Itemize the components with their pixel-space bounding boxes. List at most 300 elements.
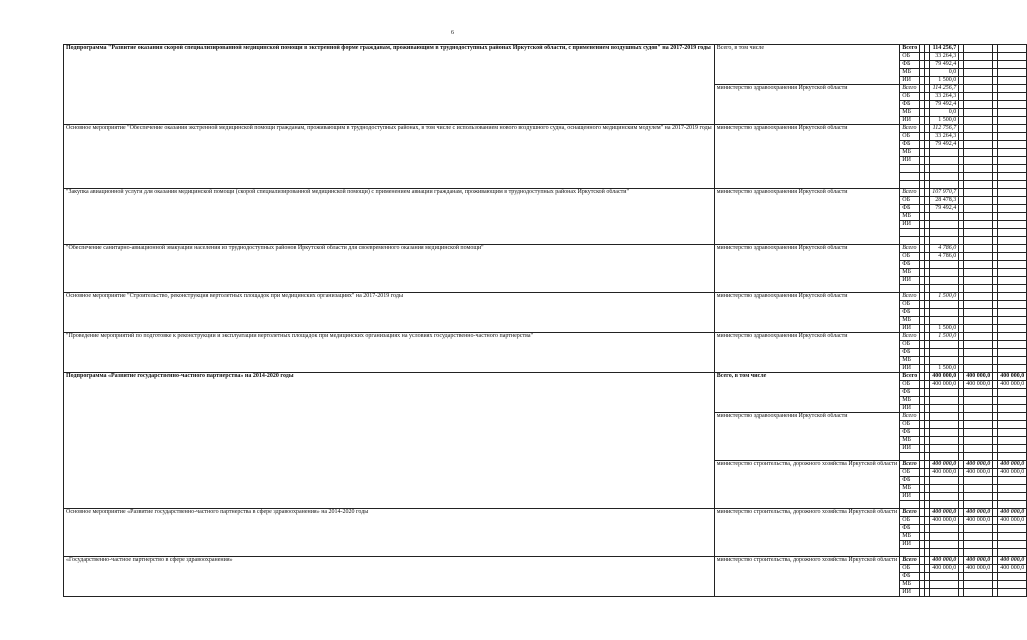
executor-cell: министерство строительства, дорожного хозяйства Иркутской области xyxy=(714,557,900,597)
amount-cell xyxy=(998,405,1027,413)
amount-cell xyxy=(998,69,1027,77)
executor-cell: министерство здравоохранения Иркутской области xyxy=(714,245,900,293)
funding-source-cell: ИИ xyxy=(900,365,920,373)
funding-source-cell: МБ xyxy=(900,149,920,157)
amount-cell: 400 000,0 xyxy=(964,469,993,477)
amount-cell: 107 970,7 xyxy=(930,189,959,197)
amount-cell xyxy=(998,325,1027,333)
executor-cell: министерство здравоохранения Иркутской области xyxy=(714,125,900,189)
program-name-cell: Подпрограмма "Развитие оказания скорой специализированной медицинской помощи в экстренной форме гражданам, проживающим в труднодоступных районах Иркутской области, с применением воздушных судов" на 2017-2019 годы xyxy=(64,45,715,125)
funding-source-cell: ИИ xyxy=(900,221,920,229)
amount-cell xyxy=(964,93,993,101)
funding-source-cell: МБ xyxy=(900,213,920,221)
amount-cell xyxy=(964,301,993,309)
amount-cell xyxy=(964,541,993,549)
funding-source-cell: ФБ xyxy=(900,429,920,437)
amount-cell xyxy=(998,85,1027,93)
executor-cell: министерство здравоохранения Иркутской области xyxy=(714,189,900,245)
amount-cell xyxy=(964,197,993,205)
amount-cell xyxy=(998,389,1027,397)
table-row xyxy=(64,245,1027,253)
funding-source-cell: ИИ xyxy=(900,277,920,285)
amount-cell xyxy=(964,85,993,93)
amount-cell xyxy=(930,501,959,509)
funding-source-cell: ФБ xyxy=(900,101,920,109)
amount-cell xyxy=(964,317,993,325)
amount-cell xyxy=(930,229,959,237)
amount-cell xyxy=(930,149,959,157)
amount-cell xyxy=(964,109,993,117)
funding-source-cell: Всего xyxy=(900,245,920,253)
funding-source-cell: ОБ xyxy=(900,253,920,261)
amount-cell xyxy=(998,349,1027,357)
funding-source-cell xyxy=(900,173,920,181)
amount-cell xyxy=(930,173,959,181)
amount-cell xyxy=(998,477,1027,485)
amount-cell: 400 000,0 xyxy=(998,381,1027,389)
amount-cell xyxy=(964,589,993,597)
amount-cell: 400 000,0 xyxy=(998,373,1027,381)
executor-cell: министерство здравоохранения Иркутской области xyxy=(714,413,900,461)
amount-cell xyxy=(930,405,959,413)
amount-cell: 114 256,7 xyxy=(930,85,959,93)
program-name-cell: Подпрограмма «Развитие государственно-частного партнерства» на 2014-2020 годы xyxy=(64,373,715,509)
amount-cell xyxy=(964,525,993,533)
amount-cell xyxy=(998,221,1027,229)
amount-cell xyxy=(964,245,993,253)
amount-cell xyxy=(930,349,959,357)
amount-cell: 112 756,7 xyxy=(930,125,959,133)
amount-cell xyxy=(964,405,993,413)
amount-cell xyxy=(964,549,993,557)
table-row xyxy=(64,557,1027,565)
amount-cell xyxy=(998,245,1027,253)
executor-cell: министерство здравоохранения Иркутской области xyxy=(714,293,900,333)
program-name-cell: "Проведение мероприятий по подготовке к реконструкции и эксплуатации вертолетных площадок при медицинских организациях на условиях государственно-частного партнерства" xyxy=(64,333,715,373)
amount-cell xyxy=(930,397,959,405)
amount-cell: 400 000,0 xyxy=(930,373,959,381)
amount-cell: 400 000,0 xyxy=(930,469,959,477)
amount-cell: 1 500,0 xyxy=(930,77,959,85)
amount-cell xyxy=(998,397,1027,405)
amount-cell xyxy=(930,429,959,437)
amount-cell xyxy=(964,45,993,53)
amount-cell xyxy=(964,165,993,173)
amount-cell xyxy=(964,573,993,581)
amount-cell xyxy=(998,109,1027,117)
amount-cell: 400 000,0 xyxy=(964,557,993,565)
amount-cell: 400 000,0 xyxy=(930,557,959,565)
funding-source-cell: Всего xyxy=(900,413,920,421)
funding-source-cell xyxy=(900,181,920,189)
amount-cell xyxy=(964,485,993,493)
amount-cell xyxy=(998,133,1027,141)
amount-cell xyxy=(998,581,1027,589)
amount-cell xyxy=(964,333,993,341)
amount-cell xyxy=(930,549,959,557)
amount-cell xyxy=(964,493,993,501)
funding-source-cell xyxy=(900,229,920,237)
amount-cell xyxy=(964,237,993,245)
funding-source-cell: ИИ xyxy=(900,77,920,85)
amount-cell xyxy=(930,445,959,453)
amount-cell xyxy=(964,213,993,221)
funding-source-cell: ИИ xyxy=(900,445,920,453)
amount-cell xyxy=(998,293,1027,301)
funding-source-cell: МБ xyxy=(900,397,920,405)
amount-cell xyxy=(998,45,1027,53)
funding-source-cell xyxy=(900,549,920,557)
amount-cell xyxy=(998,437,1027,445)
executor-cell: министерство здравоохранения Иркутской области xyxy=(714,85,900,125)
funding-source-cell: Всего xyxy=(900,45,920,53)
table-row xyxy=(64,509,1027,517)
funding-source-cell: МБ xyxy=(900,317,920,325)
funding-source-cell: ФБ xyxy=(900,525,920,533)
program-name-cell: «Государственно-частное партнерство в сфере здравоохранения» xyxy=(64,557,715,597)
amount-cell xyxy=(964,125,993,133)
amount-cell xyxy=(930,285,959,293)
funding-source-cell xyxy=(900,285,920,293)
amount-cell xyxy=(964,61,993,69)
executor-cell: Всего, в том числе xyxy=(714,45,900,85)
amount-cell xyxy=(998,421,1027,429)
funding-source-cell: Всего xyxy=(900,85,920,93)
amount-cell xyxy=(964,149,993,157)
amount-cell xyxy=(998,365,1027,373)
amount-cell: 4 786,0 xyxy=(930,253,959,261)
page-number: 6 xyxy=(451,30,454,36)
executor-cell: министерство строительства, дорожного хозяйства Иркутской области xyxy=(714,509,900,557)
amount-cell: 1 500,0 xyxy=(930,325,959,333)
amount-cell: 400 000,0 xyxy=(998,509,1027,517)
amount-cell xyxy=(964,133,993,141)
amount-cell: 400 000,0 xyxy=(998,565,1027,573)
amount-cell xyxy=(998,333,1027,341)
amount-cell xyxy=(964,205,993,213)
amount-cell xyxy=(930,413,959,421)
amount-cell xyxy=(964,341,993,349)
funding-source-cell: ФБ xyxy=(900,477,920,485)
amount-cell: 400 000,0 xyxy=(964,373,993,381)
amount-cell: 400 000,0 xyxy=(998,517,1027,525)
funding-source-cell: МБ xyxy=(900,581,920,589)
funding-source-cell: ФБ xyxy=(900,261,920,269)
amount-cell: 400 000,0 xyxy=(930,517,959,525)
funding-source-cell: Всего xyxy=(900,333,920,341)
amount-cell xyxy=(998,501,1027,509)
funding-source-cell: МБ xyxy=(900,269,920,277)
funding-source-cell: ИИ xyxy=(900,541,920,549)
amount-cell xyxy=(998,53,1027,61)
amount-cell xyxy=(930,269,959,277)
amount-cell xyxy=(998,237,1027,245)
amount-cell xyxy=(964,189,993,197)
amount-cell xyxy=(930,389,959,397)
amount-cell: 400 000,0 xyxy=(964,565,993,573)
amount-cell xyxy=(964,285,993,293)
amount-cell xyxy=(998,533,1027,541)
amount-cell xyxy=(930,213,959,221)
amount-cell xyxy=(998,205,1027,213)
amount-cell: 400 000,0 xyxy=(930,461,959,469)
amount-cell xyxy=(998,149,1027,157)
amount-cell: 33 264,3 xyxy=(930,53,959,61)
amount-cell xyxy=(930,237,959,245)
amount-cell xyxy=(964,277,993,285)
budget-table xyxy=(63,44,1027,597)
funding-source-cell xyxy=(900,453,920,461)
amount-cell xyxy=(964,397,993,405)
amount-cell xyxy=(964,253,993,261)
amount-cell xyxy=(998,317,1027,325)
amount-cell xyxy=(964,229,993,237)
funding-source-cell: Всего xyxy=(900,189,920,197)
funding-source-cell xyxy=(900,237,920,245)
amount-cell: 114 256,7 xyxy=(930,45,959,53)
amount-cell xyxy=(998,181,1027,189)
amount-cell xyxy=(964,181,993,189)
table-row xyxy=(64,189,1027,197)
amount-cell: 400 000,0 xyxy=(964,517,993,525)
amount-cell xyxy=(930,437,959,445)
amount-cell xyxy=(964,269,993,277)
funding-source-cell: Всего xyxy=(900,509,920,517)
amount-cell xyxy=(930,477,959,485)
funding-source-cell: МБ xyxy=(900,437,920,445)
amount-cell xyxy=(998,301,1027,309)
funding-source-cell: ОБ xyxy=(900,469,920,477)
amount-cell: 0,0 xyxy=(930,109,959,117)
amount-cell xyxy=(964,69,993,77)
amount-cell: 1 500,0 xyxy=(930,293,959,301)
amount-cell xyxy=(964,445,993,453)
amount-cell xyxy=(930,493,959,501)
table-row xyxy=(64,45,1027,53)
funding-source-cell: ФБ xyxy=(900,141,920,149)
amount-cell xyxy=(930,581,959,589)
amount-cell xyxy=(964,325,993,333)
amount-cell xyxy=(998,573,1027,581)
amount-cell xyxy=(964,293,993,301)
amount-cell xyxy=(964,157,993,165)
funding-source-cell: ФБ xyxy=(900,61,920,69)
amount-cell xyxy=(998,445,1027,453)
funding-source-cell: ОБ xyxy=(900,301,920,309)
amount-cell xyxy=(998,493,1027,501)
amount-cell xyxy=(930,221,959,229)
program-name-cell: "Обеспечение санитарно-авиационной эвакуации населения из труднодоступных районов Иркутской области для своевременного оказания медицинской помощи" xyxy=(64,245,715,293)
amount-cell xyxy=(964,53,993,61)
funding-source-cell: ИИ xyxy=(900,117,920,125)
amount-cell: 1 500,0 xyxy=(930,117,959,125)
amount-cell xyxy=(998,589,1027,597)
funding-source-cell: ИИ xyxy=(900,589,920,597)
amount-cell xyxy=(964,477,993,485)
amount-cell xyxy=(964,501,993,509)
amount-cell xyxy=(964,413,993,421)
executor-cell: Всего, в том числе xyxy=(714,373,900,413)
funding-source-cell: Всего xyxy=(900,293,920,301)
funding-source-cell: ОБ xyxy=(900,517,920,525)
amount-cell xyxy=(998,429,1027,437)
amount-cell xyxy=(998,77,1027,85)
amount-cell: 1 500,0 xyxy=(930,365,959,373)
amount-cell xyxy=(964,221,993,229)
table-row xyxy=(64,373,1027,381)
funding-source-cell: ИИ xyxy=(900,493,920,501)
funding-source-cell: ИИ xyxy=(900,405,920,413)
funding-source-cell xyxy=(900,165,920,173)
executor-cell: министерство строительства, дорожного хозяйства Иркутской области xyxy=(714,461,900,509)
amount-cell: 400 000,0 xyxy=(964,509,993,517)
amount-cell xyxy=(964,357,993,365)
amount-cell xyxy=(998,93,1027,101)
amount-cell xyxy=(998,165,1027,173)
amount-cell: 400 000,0 xyxy=(930,509,959,517)
funding-source-cell: МБ xyxy=(900,69,920,77)
amount-cell xyxy=(998,541,1027,549)
funding-source-cell: МБ xyxy=(900,109,920,117)
amount-cell xyxy=(930,277,959,285)
amount-cell: 79 492,4 xyxy=(930,61,959,69)
amount-cell xyxy=(998,189,1027,197)
program-name-cell: "Закупка авиационной услуги для оказания медицинской помощи (скорой специализированной медицинской помощи) с применением авиации гражданам, проживающим в труднодоступных районах Иркутской области" xyxy=(64,189,715,245)
amount-cell xyxy=(964,117,993,125)
amount-cell xyxy=(930,453,959,461)
amount-cell xyxy=(964,421,993,429)
funding-source-cell: Всего xyxy=(900,461,920,469)
funding-source-cell: ФБ xyxy=(900,309,920,317)
funding-source-cell: ОБ xyxy=(900,565,920,573)
amount-cell xyxy=(930,341,959,349)
amount-cell: 33 264,3 xyxy=(930,133,959,141)
amount-cell xyxy=(964,581,993,589)
amount-cell: 4 786,0 xyxy=(930,245,959,253)
funding-source-cell: МБ xyxy=(900,357,920,365)
amount-cell xyxy=(998,357,1027,365)
amount-cell: 0,0 xyxy=(930,69,959,77)
funding-source-cell xyxy=(900,501,920,509)
funding-source-cell: ИИ xyxy=(900,157,920,165)
amount-cell xyxy=(964,389,993,397)
funding-source-cell: МБ xyxy=(900,533,920,541)
amount-cell xyxy=(930,181,959,189)
amount-cell xyxy=(998,269,1027,277)
amount-cell xyxy=(930,485,959,493)
amount-cell: 1 500,0 xyxy=(930,333,959,341)
amount-cell xyxy=(964,533,993,541)
program-name-cell: Основное мероприятие "Строительство, реконструкция вертолетных площадок при медицинских организациях" на 2017-2019 годы xyxy=(64,293,715,333)
funding-source-cell: ОБ xyxy=(900,421,920,429)
amount-cell xyxy=(998,485,1027,493)
amount-cell xyxy=(930,357,959,365)
amount-cell xyxy=(964,437,993,445)
amount-cell: 28 478,3 xyxy=(930,197,959,205)
amount-cell xyxy=(998,253,1027,261)
amount-cell xyxy=(930,573,959,581)
funding-source-cell: ИИ xyxy=(900,325,920,333)
amount-cell xyxy=(998,157,1027,165)
funding-source-cell: ФБ xyxy=(900,205,920,213)
funding-source-cell: ОБ xyxy=(900,53,920,61)
amount-cell: 400 000,0 xyxy=(998,469,1027,477)
amount-cell xyxy=(964,173,993,181)
amount-cell: 79 492,4 xyxy=(930,141,959,149)
amount-cell xyxy=(964,141,993,149)
amount-cell: 400 000,0 xyxy=(998,461,1027,469)
amount-cell xyxy=(930,317,959,325)
amount-cell xyxy=(930,157,959,165)
table-row xyxy=(64,125,1027,133)
amount-cell xyxy=(998,453,1027,461)
amount-cell xyxy=(998,229,1027,237)
amount-cell: 400 000,0 xyxy=(964,461,993,469)
budget-table-body xyxy=(64,45,1027,597)
amount-cell xyxy=(998,101,1027,109)
amount-cell xyxy=(930,541,959,549)
funding-source-cell: ФБ xyxy=(900,573,920,581)
funding-source-cell: ОБ xyxy=(900,93,920,101)
funding-source-cell: ОБ xyxy=(900,197,920,205)
amount-cell xyxy=(964,77,993,85)
program-name-cell: Основное мероприятие «Развитие государственно-частного партнерства в сфере здравоохранения» на 2014-2020 годы xyxy=(64,509,715,557)
amount-cell xyxy=(998,141,1027,149)
amount-cell xyxy=(964,429,993,437)
amount-cell: 33 264,3 xyxy=(930,93,959,101)
amount-cell xyxy=(998,197,1027,205)
funding-source-cell: ОБ xyxy=(900,133,920,141)
funding-source-cell: ОБ xyxy=(900,341,920,349)
amount-cell xyxy=(998,61,1027,69)
amount-cell xyxy=(930,589,959,597)
amount-cell: 400 000,0 xyxy=(964,381,993,389)
amount-cell xyxy=(964,453,993,461)
funding-source-cell: ФБ xyxy=(900,389,920,397)
amount-cell xyxy=(930,261,959,269)
amount-cell xyxy=(964,365,993,373)
amount-cell: 79 492,4 xyxy=(930,101,959,109)
amount-cell: 400 000,0 xyxy=(998,557,1027,565)
executor-cell: министерство здравоохранения Иркутской области xyxy=(714,333,900,373)
funding-source-cell: Всего xyxy=(900,557,920,565)
amount-cell: 400 000,0 xyxy=(930,565,959,573)
program-name-cell: Основное мероприятие "Обеспечение оказания экстренной медицинской помощи гражданам, проживающим в труднодоступных районах, в том числе с использованием нового воздушного судна, оснащенного медицинским модулем" на 2017-2019 годы xyxy=(64,125,715,189)
amount-cell: 400 000,0 xyxy=(930,381,959,389)
funding-source-cell: МБ xyxy=(900,485,920,493)
amount-cell xyxy=(998,549,1027,557)
amount-cell xyxy=(998,341,1027,349)
amount-cell xyxy=(998,309,1027,317)
amount-cell xyxy=(998,117,1027,125)
funding-source-cell: ОБ xyxy=(900,381,920,389)
funding-source-cell: ФБ xyxy=(900,349,920,357)
table-row xyxy=(64,333,1027,341)
amount-cell xyxy=(998,285,1027,293)
amount-cell xyxy=(930,301,959,309)
funding-source-cell: Всего xyxy=(900,373,920,381)
amount-cell xyxy=(930,165,959,173)
amount-cell: 79 492,4 xyxy=(930,205,959,213)
amount-cell xyxy=(998,173,1027,181)
amount-cell xyxy=(964,349,993,357)
amount-cell xyxy=(930,525,959,533)
amount-cell xyxy=(998,261,1027,269)
amount-cell xyxy=(930,309,959,317)
amount-cell xyxy=(998,525,1027,533)
amount-cell xyxy=(930,533,959,541)
amount-cell xyxy=(964,101,993,109)
